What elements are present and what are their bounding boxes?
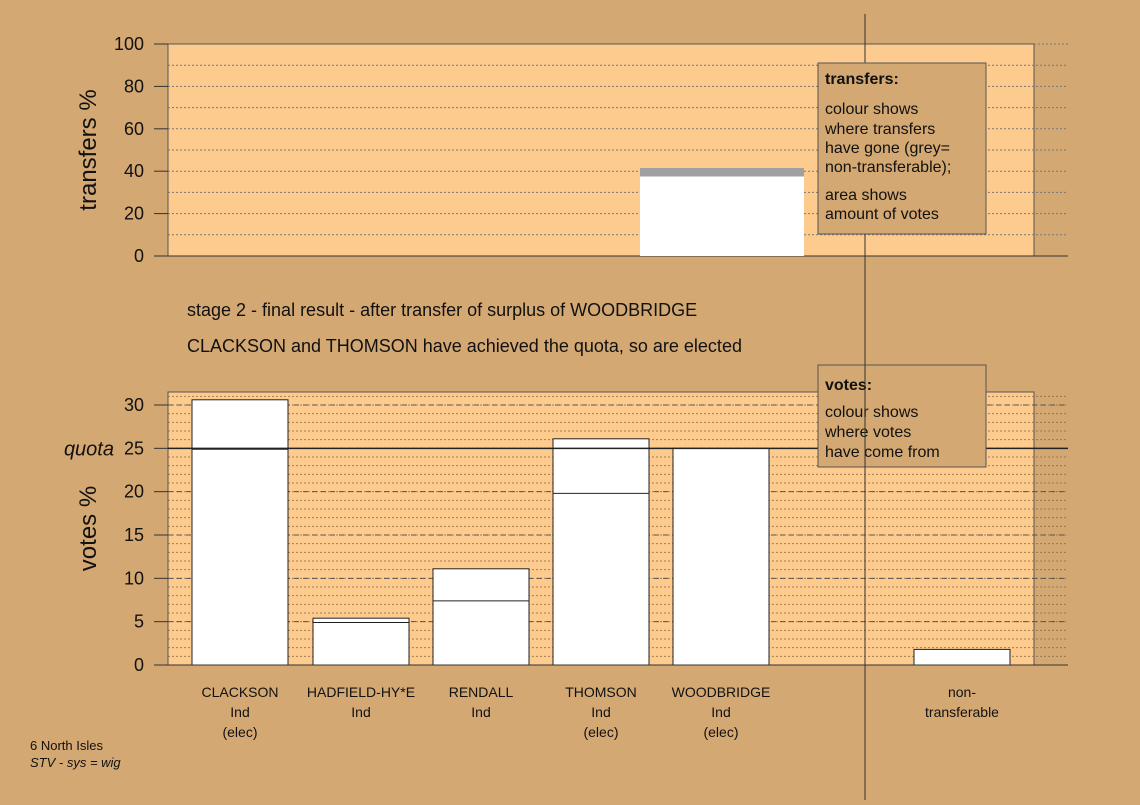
votes-bar-thomson xyxy=(553,439,649,665)
votes-box-title: votes: xyxy=(825,377,873,394)
votes-tick-label: 30 xyxy=(123,395,144,415)
transfers-tick-label: 40 xyxy=(123,161,144,182)
votes-axis-label: votes % xyxy=(75,485,102,572)
transfers-box-line: area shows xyxy=(825,187,907,204)
category-label: (elec) xyxy=(222,724,258,740)
category-label: Ind xyxy=(711,704,731,720)
transfers-axis-label: transfers % xyxy=(75,89,102,211)
votes-tick-label: 20 xyxy=(123,481,144,502)
transfers-bar-transferred xyxy=(640,177,804,257)
votes-legend-box xyxy=(818,365,986,467)
votes-bar-hadfield-hy-e xyxy=(313,618,409,665)
category-label: HADFIELD-HY*E xyxy=(306,684,416,700)
votes-box-line: have come from xyxy=(825,444,940,461)
transfers-tick-label: 80 xyxy=(123,76,144,97)
quota-label: quota xyxy=(63,438,114,461)
transfers-box-line: where transfers xyxy=(825,121,936,138)
category-label: THOMSON xyxy=(565,684,637,700)
category-label: WOODBRIDGE xyxy=(671,684,771,700)
transfers-box-line: amount of votes xyxy=(825,206,939,223)
footer-system: STV - sys = wig xyxy=(30,755,121,770)
transfers-tick-label: 100 xyxy=(113,34,144,54)
votes-bar-non-transferable xyxy=(914,649,1010,665)
votes-tick-label: 5 xyxy=(133,611,144,632)
transfers-tick-label: 0 xyxy=(133,246,144,266)
transfers-box-title: transfers: xyxy=(825,71,899,88)
votes-bar-woodbridge xyxy=(673,448,769,665)
votes-box-line: where votes xyxy=(825,424,912,441)
category-label: RENDALL xyxy=(448,684,514,700)
votes-chart xyxy=(64,365,1068,740)
stage-title: stage 2 - final result - after transfer of surplus of WOODBRIDGE xyxy=(187,300,698,320)
transfers-box-line: non-transferable); xyxy=(825,159,952,176)
votes-bar-clackson xyxy=(192,400,288,665)
category-label: (elec) xyxy=(703,724,739,740)
transfers-tick-label: 20 xyxy=(123,203,144,224)
category-label: Ind xyxy=(591,704,611,720)
transfers-legend-box xyxy=(818,63,986,234)
votes-bar-rendall xyxy=(433,569,529,665)
category-label: CLACKSON xyxy=(201,684,279,700)
transfers-bar-nontransferable xyxy=(640,168,804,176)
transfers-box-line: have gone (grey= xyxy=(825,140,950,157)
footer-constituency: 6 North Isles xyxy=(30,738,103,753)
votes-tick-label: 25 xyxy=(123,438,144,459)
votes-tick-label: 0 xyxy=(133,655,144,675)
category-label: Ind xyxy=(471,704,491,720)
category-label: (elec) xyxy=(583,724,619,740)
category-label: Ind xyxy=(351,704,371,720)
transfers-tick-label: 60 xyxy=(123,118,144,139)
category-label: transferable xyxy=(925,704,999,720)
stage-subtitle: CLACKSON and THOMSON have achieved the quota, so are elected xyxy=(187,336,742,356)
category-label: non- xyxy=(947,684,977,700)
votes-tick-label: 15 xyxy=(123,525,144,545)
votes-box-line: colour shows xyxy=(825,404,919,421)
votes-tick-label: 10 xyxy=(123,568,144,589)
transfers-box-line: colour shows xyxy=(825,101,919,118)
category-label: Ind xyxy=(230,704,250,720)
